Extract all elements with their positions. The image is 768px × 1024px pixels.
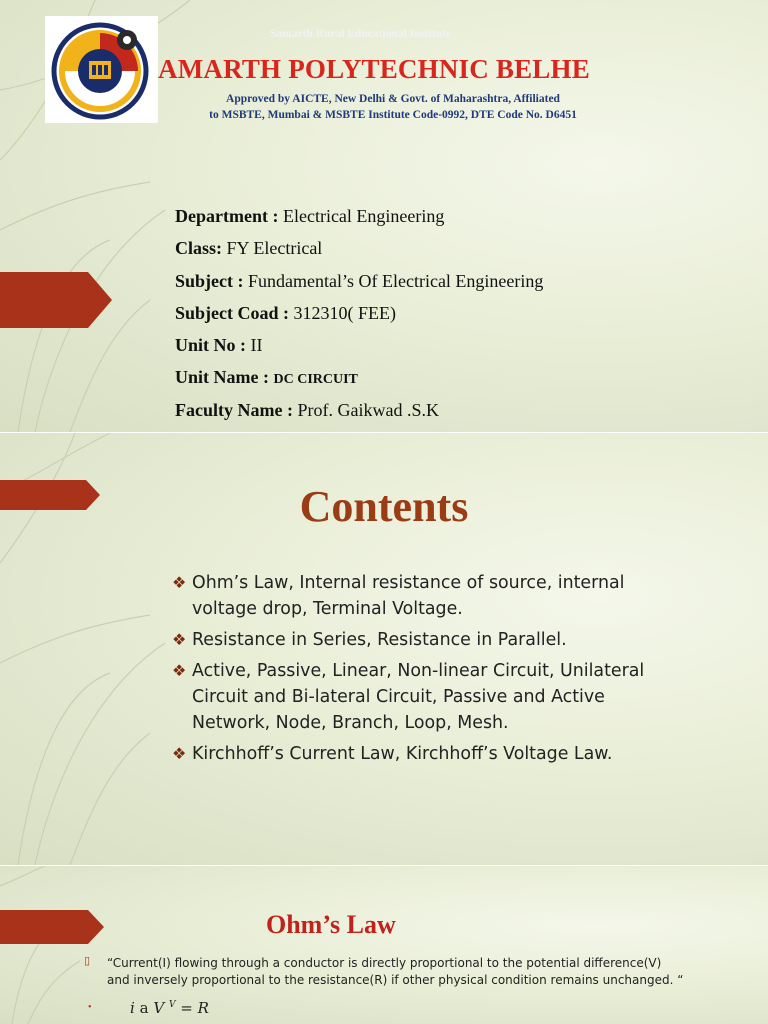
list-item-text: Kirchhoff’s Current Law, Kirchhoff’s Voltage Law.	[192, 744, 613, 764]
detail-value: DC CIRCUIT	[273, 372, 358, 388]
contents-title: Contents	[299, 482, 469, 531]
list-item-text: Resistance in Series, Resistance in Parallel.	[192, 630, 567, 650]
list-item-text: Active, Passive, Linear, Non-linear Circuit, Unilateral Circuit and Bi-lateral Circuit, Passive and Active Network, Node, Branch, Loop, Mesh.	[192, 661, 645, 733]
diamond-bullet-icon: ❖	[172, 573, 187, 592]
approval-line-2: to MSBTE, Mumbai & MSBTE Institute Code-0992, DTE Code No. D6451	[209, 109, 577, 121]
detail-label: Subject :	[175, 270, 244, 291]
detail-label: Class:	[175, 238, 223, 259]
institute-name: Samarth Rural Educational Institute	[270, 28, 452, 40]
detail-value: FY Electrical	[226, 238, 323, 259]
detail-faculty	[175, 398, 543, 430]
detail-class	[175, 236, 543, 268]
detail-department	[175, 204, 543, 236]
detail-label: Unit No :	[175, 335, 246, 356]
ohms-law-definition: “Current(I) flowing through a conductor is directly proportional to the potential difference(V) and inversely proportional to the resistance(R) if other physical condition remains unchanged. “	[107, 956, 684, 987]
course-details	[175, 204, 543, 430]
formula-v: 𝑉	[153, 999, 165, 1017]
detail-label: Subject Coad :	[175, 302, 290, 323]
detail-label: Faculty Name :	[175, 399, 293, 420]
bullet-icon: ▯	[84, 955, 91, 967]
list-item	[172, 658, 672, 736]
detail-value: II	[250, 335, 263, 356]
ohms-law-title: Ohm’s Law	[266, 910, 396, 939]
detail-subject-code	[175, 301, 543, 333]
detail-value: Fundamental’s Of Electrical Engineering	[248, 270, 544, 291]
detail-unit-no	[175, 333, 543, 365]
diamond-bullet-icon: ❖	[172, 661, 187, 680]
contents-list	[172, 570, 672, 772]
contents-slide	[0, 433, 768, 865]
diamond-bullet-icon: ❖	[172, 630, 187, 649]
diamond-bullet-icon: ❖	[172, 744, 187, 763]
bullet-icon: •	[88, 1002, 92, 1013]
approval-text	[168, 91, 618, 123]
detail-label: Unit Name :	[175, 367, 269, 388]
college-name: AMARTH POLYTECHNIC BELHE	[158, 54, 590, 84]
title-slide	[0, 0, 768, 432]
detail-unit-name	[175, 365, 543, 397]
approval-line-1: Approved by AICTE, New Delhi & Govt. of Maharashtra, Affiliated	[226, 93, 560, 105]
formula-rest: = 𝑅	[180, 999, 209, 1017]
background-strands	[0, 866, 768, 1024]
arrow-tab-decoration	[0, 910, 104, 944]
detail-value: 312310( FEE)	[293, 302, 397, 323]
detail-value: Prof. Gaikwad .S.K	[297, 399, 439, 420]
ohms-law-formula	[130, 999, 209, 1017]
ohms-law-slide	[0, 866, 768, 1024]
college-logo	[45, 16, 158, 123]
list-item	[172, 741, 672, 767]
list-item-text: Ohm’s Law, Internal resistance of source, internal voltage drop, Terminal Voltage.	[192, 573, 625, 619]
list-item	[172, 570, 672, 622]
arrow-tab-decoration	[0, 272, 112, 328]
detail-value: Electrical Engineering	[282, 206, 445, 226]
detail-subject	[175, 269, 543, 301]
formula-i: 𝑖	[130, 999, 135, 1017]
detail-label: Department :	[175, 206, 279, 226]
formula-superscript: 𝑉	[168, 1000, 176, 1010]
formula-proportional: a	[139, 999, 149, 1017]
list-item	[172, 627, 672, 653]
